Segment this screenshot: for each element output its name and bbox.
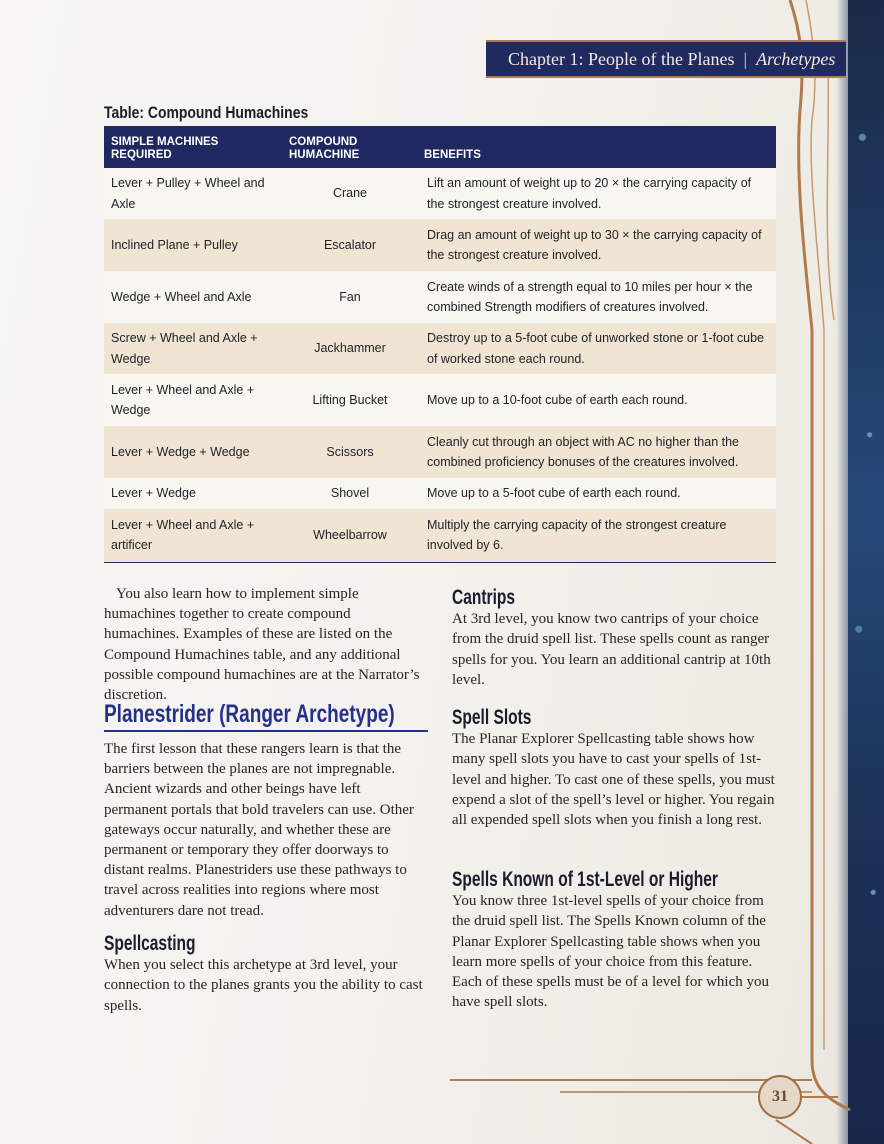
- spell-slots-heading: Spell Slots: [452, 706, 532, 729]
- table-title: Table: Compound Humachines: [104, 103, 309, 122]
- cantrips-paragraph: At 3rd level, you know two cantrips of your choice from the druid spell list. These spells count as ranger spells for you. You learn an additional cantrip at 10th level.: [452, 611, 771, 688]
- table-row: [104, 271, 776, 323]
- table-cell: Wheelbarrow: [313, 528, 387, 542]
- cantrips-block: [452, 588, 776, 690]
- heading-rule: [104, 730, 428, 732]
- table-cell: Screw + Wheel and Axle + Wedge: [111, 331, 258, 366]
- table-cell: Destroy up to a 5-foot cube of unworked stone or 1-foot cube of worked stone each round.: [427, 331, 765, 366]
- page-number: 31: [758, 1075, 802, 1119]
- table-cell: Multiply the carrying capacity of the strongest creature involved by 6.: [427, 517, 727, 553]
- table-row: [104, 374, 776, 426]
- column-header-benefits: BENEFITS: [424, 149, 481, 161]
- table-cell: Lifting Bucket: [312, 392, 388, 407]
- table-cell: Lever + Wheel and Axle + artificer: [111, 517, 255, 553]
- table-cell: Jackhammer: [314, 341, 386, 356]
- intro-paragraph: You also learn how to implement simple humachines together to create compound humachines. Examples of these are listed on the Compound Humachines table, and any additional possible compound humachines are at the Narrator’s discretion.: [104, 586, 420, 704]
- section-title: Archetypes: [756, 48, 836, 69]
- spellcasting-heading: Spellcasting: [104, 932, 196, 955]
- archetype-heading-block: [104, 700, 424, 728]
- table-cell: Lift an amount of weight up to 20 × the carrying capacity of the strongest creature involved.: [427, 176, 752, 211]
- table-cell: Escalator: [323, 237, 377, 252]
- table-row: [104, 509, 776, 562]
- chapter-banner: [486, 40, 846, 78]
- spell-slots-paragraph: The Planar Explorer Spellcasting table shows how many spell slots you have to cast your spells of 1st-level and higher. To cast one of these spells, you must expend a slot of the spell’s level or higher. You regain all expended spell slots when you finish a long rest.: [452, 731, 775, 829]
- cantrips-heading: Cantrips: [452, 586, 516, 609]
- table-cell: Lever + Wedge: [111, 486, 196, 501]
- compound-humachines-table: [104, 126, 776, 563]
- table-row: [104, 323, 776, 374]
- banner-separator: |: [743, 48, 748, 69]
- spellcasting-block: [104, 934, 424, 1016]
- table-cell: Drag an amount of weight up to 30 × the carrying capacity of the strongest creature involved.: [427, 227, 762, 262]
- table-cell: Inclined Plane + Pulley: [111, 237, 238, 252]
- spells-known-heading: Spells Known of 1st-Level or Higher: [452, 868, 718, 891]
- spell-slots-block: [452, 708, 776, 830]
- column-header-required: SIMPLE MACHINES REQUIRED: [111, 136, 219, 161]
- table-row: [104, 426, 776, 478]
- table-cell: Shovel: [330, 486, 370, 501]
- spells-known-paragraph: You know three 1st-level spells of your choice from the druid spell list. The Spells Known column of the Planar Explorer Spellcasting table shows when you learn more spells of your choice from this feature. Each of these spells must be of a level for which you have spell slots.: [452, 893, 769, 1011]
- spellcasting-paragraph: When you select this archetype at 3rd level, your connection to the planes grants you the ability to cast spells.: [104, 957, 423, 1014]
- table-cell: Fan: [339, 289, 361, 304]
- table-cell: Lever + Wedge + Wedge: [111, 444, 250, 459]
- archetype-heading: Planestrider (Ranger Archetype): [104, 700, 395, 728]
- intro-paragraph-block: [104, 584, 424, 705]
- table-header-row: [104, 126, 776, 168]
- table-cell: Lever + Pulley + Wheel and Axle: [111, 176, 265, 211]
- table-cell: Scissors: [326, 444, 374, 459]
- table-cell: Lever + Wheel and Axle + Wedge: [111, 382, 255, 417]
- column-header-humachine: COMPOUND HUMACHINE: [289, 136, 360, 161]
- spells-known-block: [452, 870, 776, 1012]
- archetype-paragraph: The first lesson that these rangers learn is that the barriers between the planes are not impregnable. Ancient wizards and other beings have left permanent portals that bold travelers can use. Other gateways occur naturally, and whether these are permanent or temporary they offer doorways to distant realms. Planestriders use these pathways to travel across realities into regions where most adventurers dare not tread.: [104, 741, 414, 919]
- archetype-paragraph-block: [104, 739, 424, 921]
- table-row: [104, 168, 776, 219]
- table-row: [104, 219, 776, 271]
- table-cell: Crane: [332, 186, 368, 201]
- chapter-title: Chapter 1: People of the Planes: [508, 48, 735, 69]
- table-cell: Create winds of a strength equal to 10 miles per hour × the combined Strength modifiers of creatures involved.: [427, 279, 753, 314]
- table-cell: Wedge + Wheel and Axle: [111, 289, 252, 304]
- table-row: [104, 478, 776, 509]
- table-cell: Cleanly cut through an object with AC no higher than the combined proficiency bonuses of the creatures involved.: [427, 434, 740, 469]
- table-cell: Move up to a 10-foot cube of earth each round.: [427, 392, 688, 407]
- table-cell: Move up to a 5-foot cube of earth each round.: [427, 486, 681, 501]
